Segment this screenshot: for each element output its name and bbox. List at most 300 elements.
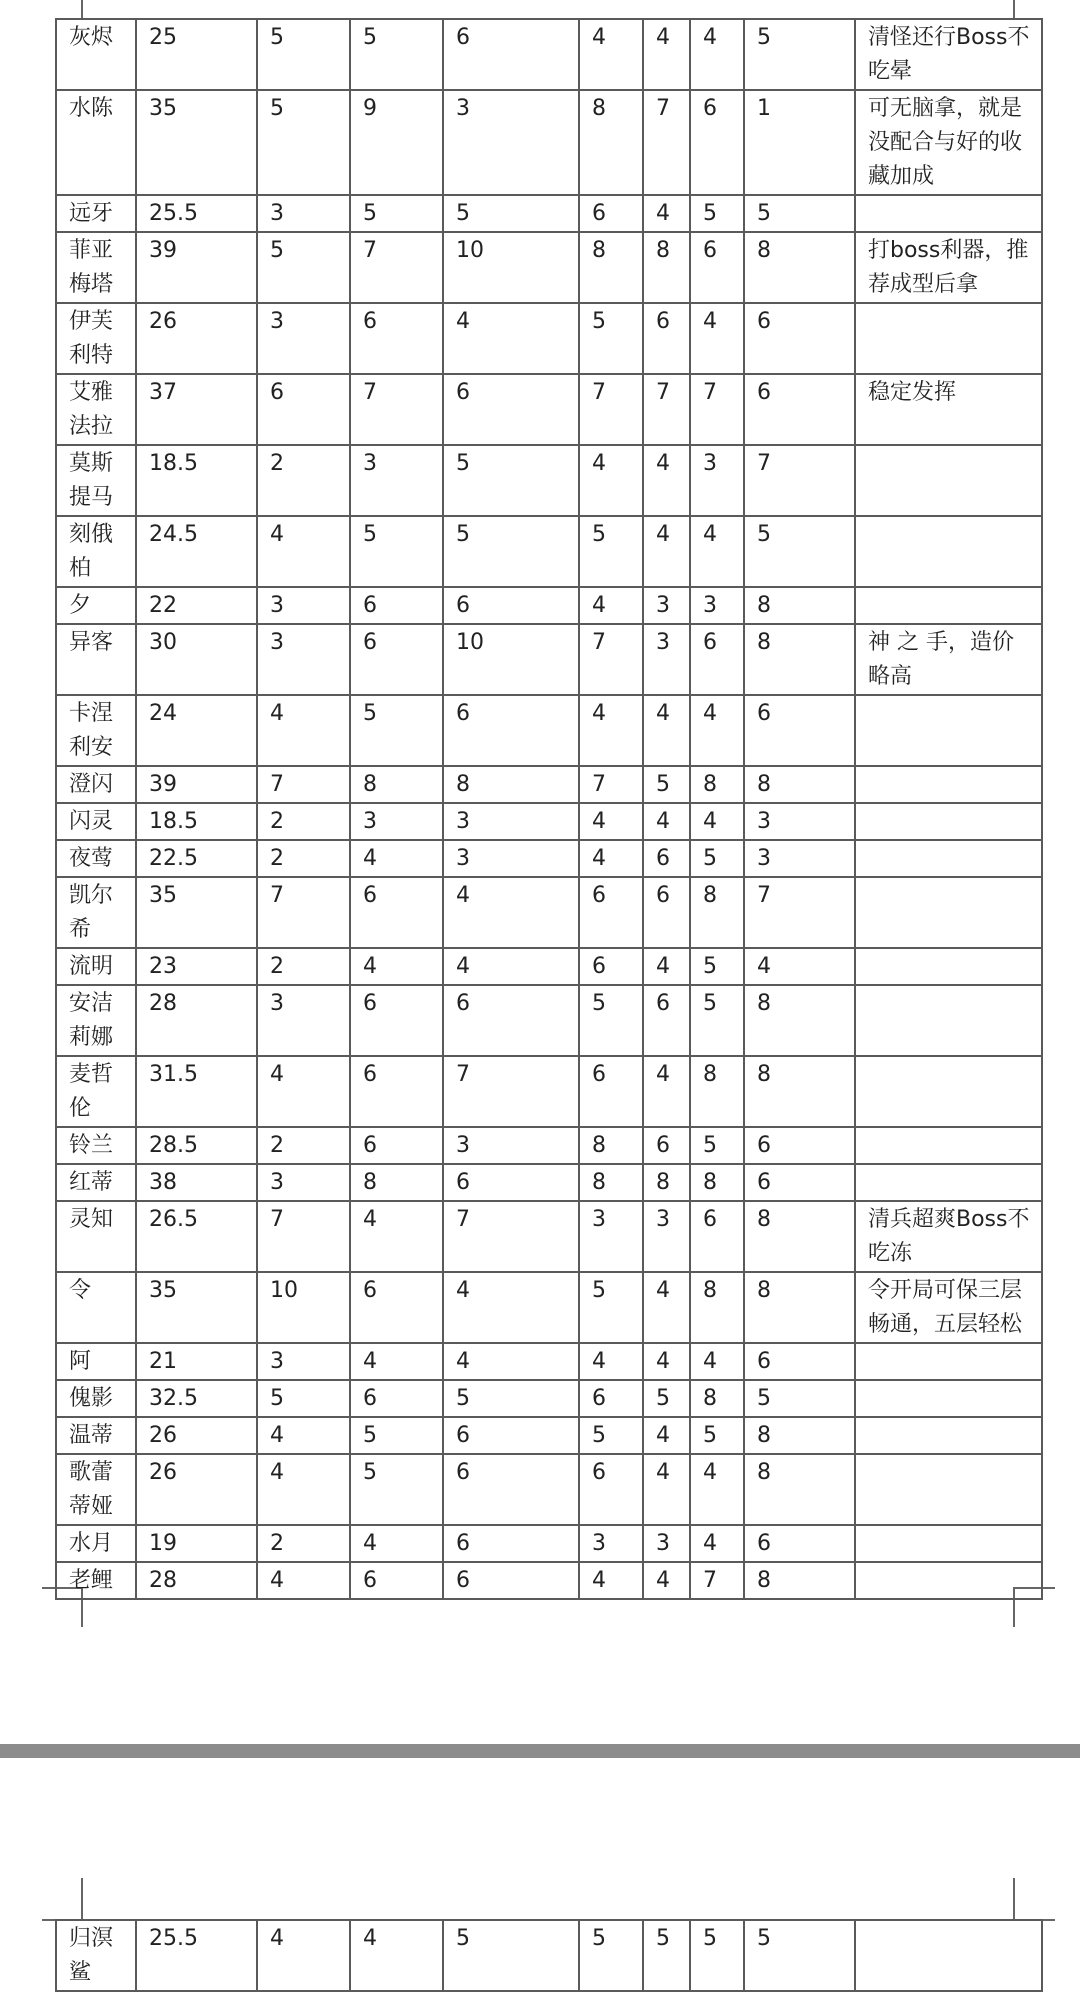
stat-6-cell: 8 xyxy=(690,766,744,803)
operator-name-cell: 流明 xyxy=(56,948,136,985)
stat-4-cell: 6 xyxy=(579,1380,643,1417)
table-row xyxy=(56,1525,1042,1562)
stat-4-cell: 5 xyxy=(579,985,643,1056)
operator-name-cell: 灰烬 xyxy=(56,19,136,90)
stat-1-cell: 3 xyxy=(257,1343,350,1380)
stat-2-cell: 8 xyxy=(350,1164,443,1201)
stat-3-cell: 3 xyxy=(443,90,579,195)
score-cell: 21 xyxy=(136,1343,257,1380)
stat-3-cell: 3 xyxy=(443,803,579,840)
stat-2-cell: 7 xyxy=(350,232,443,303)
stat-5-cell: 6 xyxy=(643,1127,690,1164)
stat-5-cell: 4 xyxy=(643,1454,690,1525)
stat-4-cell: 5 xyxy=(579,1272,643,1343)
note-cell: 打boss利器，推荐成型后拿 xyxy=(855,232,1042,303)
stat-2-cell: 6 xyxy=(350,1127,443,1164)
table-row xyxy=(56,19,1042,90)
stat-7-cell: 8 xyxy=(744,766,855,803)
score-cell: 25 xyxy=(136,19,257,90)
stat-7-cell: 8 xyxy=(744,1056,855,1127)
stat-1-cell: 5 xyxy=(257,19,350,90)
stat-7-cell: 6 xyxy=(744,1343,855,1380)
table-row xyxy=(56,90,1042,195)
stat-6-cell: 8 xyxy=(690,1380,744,1417)
stat-4-cell: 8 xyxy=(579,1127,643,1164)
stat-3-cell: 6 xyxy=(443,1525,579,1562)
stat-7-cell: 8 xyxy=(744,587,855,624)
stat-7-cell: 5 xyxy=(744,1380,855,1417)
stat-2-cell: 3 xyxy=(350,803,443,840)
score-cell: 24.5 xyxy=(136,516,257,587)
crop-mark-top-right-vertical xyxy=(1013,0,1015,20)
table-body xyxy=(56,19,1042,1599)
operator-name-cell: 异客 xyxy=(56,624,136,695)
stat-1-cell: 2 xyxy=(257,1525,350,1562)
stat-5-cell: 4 xyxy=(643,19,690,90)
note-cell xyxy=(855,1920,1042,1991)
stat-6-cell: 4 xyxy=(690,303,744,374)
stat-7-cell: 4 xyxy=(744,948,855,985)
table-row xyxy=(56,695,1042,766)
table-row xyxy=(56,445,1042,516)
score-cell: 38 xyxy=(136,1164,257,1201)
stat-4-cell: 6 xyxy=(579,877,643,948)
operator-name-cell: 凯尔希 xyxy=(56,877,136,948)
table-row xyxy=(56,374,1042,445)
note-cell xyxy=(855,303,1042,374)
operator-name-cell: 夜莺 xyxy=(56,840,136,877)
stat-1-cell: 7 xyxy=(257,766,350,803)
stat-2-cell: 6 xyxy=(350,1380,443,1417)
operator-name-cell: 老鲤 xyxy=(56,1562,136,1599)
stat-7-cell: 8 xyxy=(744,1417,855,1454)
table-row xyxy=(56,985,1042,1056)
stat-5-cell: 3 xyxy=(643,1525,690,1562)
stat-2-cell: 5 xyxy=(350,19,443,90)
score-cell: 22 xyxy=(136,587,257,624)
stat-3-cell: 4 xyxy=(443,948,579,985)
stat-7-cell: 7 xyxy=(744,445,855,516)
score-cell: 35 xyxy=(136,877,257,948)
stat-3-cell: 7 xyxy=(443,1201,579,1272)
stat-3-cell: 6 xyxy=(443,587,579,624)
score-cell: 18.5 xyxy=(136,803,257,840)
score-cell: 26 xyxy=(136,1454,257,1525)
score-cell: 35 xyxy=(136,90,257,195)
stat-3-cell: 6 xyxy=(443,1454,579,1525)
stat-2-cell: 6 xyxy=(350,1562,443,1599)
score-cell: 26 xyxy=(136,303,257,374)
stat-3-cell: 10 xyxy=(443,624,579,695)
table-row xyxy=(56,1201,1042,1272)
stat-1-cell: 2 xyxy=(257,445,350,516)
stat-1-cell: 2 xyxy=(257,803,350,840)
score-cell: 28 xyxy=(136,1562,257,1599)
stat-6-cell: 5 xyxy=(690,948,744,985)
stat-5-cell: 4 xyxy=(643,1343,690,1380)
stat-4-cell: 4 xyxy=(579,19,643,90)
stat-6-cell: 8 xyxy=(690,1056,744,1127)
operator-name-cell: 温蒂 xyxy=(56,1417,136,1454)
note-cell xyxy=(855,985,1042,1056)
table-row xyxy=(56,877,1042,948)
stat-3-cell: 6 xyxy=(443,1562,579,1599)
stat-1-cell: 2 xyxy=(257,948,350,985)
operator-name-cell: 歌蕾蒂娅 xyxy=(56,1454,136,1525)
operator-name-cell: 卡涅利安 xyxy=(56,695,136,766)
stat-6-cell: 5 xyxy=(690,1920,744,1991)
note-cell xyxy=(855,948,1042,985)
stat-7-cell: 3 xyxy=(744,840,855,877)
operator-name-cell: 水月 xyxy=(56,1525,136,1562)
table-row xyxy=(56,1417,1042,1454)
note-cell: 令开局可保三层畅通，五层轻松 xyxy=(855,1272,1042,1343)
table-row xyxy=(56,624,1042,695)
table-row xyxy=(56,1380,1042,1417)
stat-5-cell: 5 xyxy=(643,1380,690,1417)
stat-3-cell: 5 xyxy=(443,516,579,587)
stat-5-cell: 4 xyxy=(643,1417,690,1454)
stat-2-cell: 6 xyxy=(350,1056,443,1127)
stat-2-cell: 4 xyxy=(350,1201,443,1272)
stat-7-cell: 5 xyxy=(744,19,855,90)
table-body xyxy=(56,1920,1042,1991)
stat-7-cell: 8 xyxy=(744,1562,855,1599)
stat-1-cell: 5 xyxy=(257,232,350,303)
stat-1-cell: 4 xyxy=(257,695,350,766)
stat-6-cell: 4 xyxy=(690,1454,744,1525)
stat-5-cell: 4 xyxy=(643,1562,690,1599)
stat-7-cell: 8 xyxy=(744,1201,855,1272)
score-cell: 28 xyxy=(136,985,257,1056)
stat-1-cell: 4 xyxy=(257,1920,350,1991)
stat-5-cell: 3 xyxy=(643,587,690,624)
score-cell: 28.5 xyxy=(136,1127,257,1164)
score-cell: 26.5 xyxy=(136,1201,257,1272)
note-cell xyxy=(855,1164,1042,1201)
stat-4-cell: 6 xyxy=(579,1056,643,1127)
stat-2-cell: 5 xyxy=(350,1417,443,1454)
stat-7-cell: 8 xyxy=(744,624,855,695)
operator-name-cell: 傀影 xyxy=(56,1380,136,1417)
score-cell: 25.5 xyxy=(136,195,257,232)
stat-6-cell: 7 xyxy=(690,374,744,445)
operator-name-cell: 莫斯提马 xyxy=(56,445,136,516)
stat-2-cell: 6 xyxy=(350,985,443,1056)
note-cell xyxy=(855,1454,1042,1525)
stat-4-cell: 6 xyxy=(579,948,643,985)
stat-6-cell: 6 xyxy=(690,90,744,195)
stat-7-cell: 1 xyxy=(744,90,855,195)
operator-name-cell: 令 xyxy=(56,1272,136,1343)
stat-3-cell: 6 xyxy=(443,19,579,90)
stat-4-cell: 5 xyxy=(579,1417,643,1454)
stat-6-cell: 4 xyxy=(690,19,744,90)
table-row xyxy=(56,803,1042,840)
stat-2-cell: 6 xyxy=(350,624,443,695)
stat-4-cell: 7 xyxy=(579,374,643,445)
operator-name-cell: 红蒂 xyxy=(56,1164,136,1201)
stat-3-cell: 4 xyxy=(443,303,579,374)
stat-1-cell: 3 xyxy=(257,624,350,695)
stat-4-cell: 4 xyxy=(579,803,643,840)
stat-5-cell: 6 xyxy=(643,303,690,374)
score-cell: 31.5 xyxy=(136,1056,257,1127)
stat-6-cell: 8 xyxy=(690,877,744,948)
stat-1-cell: 3 xyxy=(257,303,350,374)
table-row xyxy=(56,1056,1042,1127)
stat-4-cell: 4 xyxy=(579,840,643,877)
table-row xyxy=(56,1343,1042,1380)
stat-5-cell: 3 xyxy=(643,624,690,695)
stat-4-cell: 4 xyxy=(579,1562,643,1599)
stat-6-cell: 4 xyxy=(690,803,744,840)
stat-3-cell: 6 xyxy=(443,985,579,1056)
stat-7-cell: 6 xyxy=(744,303,855,374)
operator-name-cell: 艾雅法拉 xyxy=(56,374,136,445)
stat-1-cell: 7 xyxy=(257,1201,350,1272)
stat-4-cell: 5 xyxy=(579,1920,643,1991)
stat-6-cell: 6 xyxy=(690,624,744,695)
stat-7-cell: 8 xyxy=(744,985,855,1056)
table-row xyxy=(56,232,1042,303)
note-cell xyxy=(855,1525,1042,1562)
note-cell xyxy=(855,587,1042,624)
stat-4-cell: 4 xyxy=(579,1343,643,1380)
stat-6-cell: 5 xyxy=(690,985,744,1056)
stat-1-cell: 4 xyxy=(257,1056,350,1127)
table-row xyxy=(56,1562,1042,1599)
note-cell xyxy=(855,1417,1042,1454)
stat-1-cell: 3 xyxy=(257,587,350,624)
stat-5-cell: 5 xyxy=(643,766,690,803)
table-row xyxy=(56,1272,1042,1343)
stat-4-cell: 6 xyxy=(579,195,643,232)
note-cell: 稳定发挥 xyxy=(855,374,1042,445)
stat-2-cell: 9 xyxy=(350,90,443,195)
stat-6-cell: 6 xyxy=(690,232,744,303)
stat-2-cell: 6 xyxy=(350,877,443,948)
table-row xyxy=(56,1127,1042,1164)
table-row xyxy=(56,1920,1042,1991)
stat-4-cell: 3 xyxy=(579,1525,643,1562)
table-row xyxy=(56,840,1042,877)
stat-5-cell: 5 xyxy=(643,1920,690,1991)
score-cell: 18.5 xyxy=(136,445,257,516)
stat-2-cell: 5 xyxy=(350,1454,443,1525)
note-cell xyxy=(855,1343,1042,1380)
table-row xyxy=(56,516,1042,587)
stat-3-cell: 5 xyxy=(443,445,579,516)
stat-7-cell: 3 xyxy=(744,803,855,840)
stat-4-cell: 8 xyxy=(579,90,643,195)
rating-table-page-2 xyxy=(55,1919,1043,1992)
stat-6-cell: 5 xyxy=(690,1417,744,1454)
crop-mark-top-left-vertical xyxy=(81,0,83,20)
stat-6-cell: 3 xyxy=(690,587,744,624)
stat-1-cell: 7 xyxy=(257,877,350,948)
stat-5-cell: 8 xyxy=(643,232,690,303)
page-separator xyxy=(0,1744,1080,1758)
stat-3-cell: 5 xyxy=(443,1920,579,1991)
stat-6-cell: 8 xyxy=(690,1272,744,1343)
table-row xyxy=(56,1164,1042,1201)
stat-6-cell: 5 xyxy=(690,1127,744,1164)
stat-1-cell: 3 xyxy=(257,1164,350,1201)
stat-1-cell: 4 xyxy=(257,1417,350,1454)
note-cell xyxy=(855,195,1042,232)
stat-3-cell: 8 xyxy=(443,766,579,803)
stat-5-cell: 4 xyxy=(643,195,690,232)
stat-4-cell: 6 xyxy=(579,1454,643,1525)
stat-4-cell: 5 xyxy=(579,303,643,374)
operator-name-cell: 安洁莉娜 xyxy=(56,985,136,1056)
operator-name-cell: 阿 xyxy=(56,1343,136,1380)
stat-1-cell: 2 xyxy=(257,840,350,877)
stat-3-cell: 10 xyxy=(443,232,579,303)
stat-2-cell: 5 xyxy=(350,195,443,232)
stat-6-cell: 4 xyxy=(690,516,744,587)
stat-2-cell: 4 xyxy=(350,840,443,877)
stat-5-cell: 7 xyxy=(643,374,690,445)
stat-1-cell: 10 xyxy=(257,1272,350,1343)
stat-5-cell: 6 xyxy=(643,840,690,877)
score-cell: 37 xyxy=(136,374,257,445)
stat-1-cell: 6 xyxy=(257,374,350,445)
stat-4-cell: 4 xyxy=(579,695,643,766)
stat-7-cell: 5 xyxy=(744,516,855,587)
score-cell: 25.5 xyxy=(136,1920,257,1991)
stat-7-cell: 6 xyxy=(744,1127,855,1164)
score-cell: 19 xyxy=(136,1525,257,1562)
stat-2-cell: 6 xyxy=(350,1272,443,1343)
stat-7-cell: 5 xyxy=(744,1920,855,1991)
stat-7-cell: 6 xyxy=(744,1164,855,1201)
operator-name-cell: 麦哲伦 xyxy=(56,1056,136,1127)
stat-6-cell: 3 xyxy=(690,445,744,516)
stat-7-cell: 6 xyxy=(744,1525,855,1562)
table-row xyxy=(56,303,1042,374)
stat-2-cell: 8 xyxy=(350,766,443,803)
stat-3-cell: 5 xyxy=(443,1380,579,1417)
note-cell: 神 之 手，造价略高 xyxy=(855,624,1042,695)
operator-name-cell: 铃兰 xyxy=(56,1127,136,1164)
stat-5-cell: 7 xyxy=(643,90,690,195)
stat-6-cell: 6 xyxy=(690,1201,744,1272)
stat-1-cell: 5 xyxy=(257,90,350,195)
stat-3-cell: 5 xyxy=(443,195,579,232)
note-cell: 可无脑拿，就是没配合与好的收藏加成 xyxy=(855,90,1042,195)
stat-7-cell: 8 xyxy=(744,1272,855,1343)
note-cell xyxy=(855,1127,1042,1164)
stat-3-cell: 3 xyxy=(443,1127,579,1164)
stat-5-cell: 6 xyxy=(643,985,690,1056)
crop-mark-page2-left-vertical xyxy=(81,1878,83,1920)
operator-name-cell: 刻俄柏 xyxy=(56,516,136,587)
stat-2-cell: 5 xyxy=(350,695,443,766)
note-cell xyxy=(855,1380,1042,1417)
score-cell: 24 xyxy=(136,695,257,766)
note-cell xyxy=(855,1562,1042,1599)
table-row xyxy=(56,195,1042,232)
table-row xyxy=(56,766,1042,803)
operator-name-cell: 水陈 xyxy=(56,90,136,195)
stat-7-cell: 5 xyxy=(744,195,855,232)
note-cell xyxy=(855,445,1042,516)
stat-3-cell: 4 xyxy=(443,877,579,948)
score-cell: 32.5 xyxy=(136,1380,257,1417)
stat-5-cell: 4 xyxy=(643,803,690,840)
stat-1-cell: 3 xyxy=(257,985,350,1056)
stat-3-cell: 6 xyxy=(443,695,579,766)
score-cell: 39 xyxy=(136,766,257,803)
note-cell xyxy=(855,695,1042,766)
stat-3-cell: 3 xyxy=(443,840,579,877)
note-cell xyxy=(855,516,1042,587)
stat-5-cell: 4 xyxy=(643,948,690,985)
stat-2-cell: 6 xyxy=(350,303,443,374)
stat-6-cell: 5 xyxy=(690,840,744,877)
stat-6-cell: 4 xyxy=(690,1343,744,1380)
stat-2-cell: 4 xyxy=(350,1920,443,1991)
table-row xyxy=(56,1454,1042,1525)
stat-3-cell: 6 xyxy=(443,1164,579,1201)
stat-5-cell: 4 xyxy=(643,695,690,766)
stat-6-cell: 4 xyxy=(690,695,744,766)
stat-4-cell: 7 xyxy=(579,766,643,803)
stat-6-cell: 5 xyxy=(690,195,744,232)
stat-5-cell: 6 xyxy=(643,877,690,948)
operator-name-cell: 远牙 xyxy=(56,195,136,232)
score-cell: 39 xyxy=(136,232,257,303)
stat-7-cell: 8 xyxy=(744,1454,855,1525)
note-cell xyxy=(855,840,1042,877)
operator-name-cell: 闪灵 xyxy=(56,803,136,840)
operator-name-cell: 灵知 xyxy=(56,1201,136,1272)
stat-7-cell: 8 xyxy=(744,232,855,303)
stat-5-cell: 8 xyxy=(643,1164,690,1201)
stat-7-cell: 6 xyxy=(744,374,855,445)
stat-1-cell: 4 xyxy=(257,1562,350,1599)
stat-5-cell: 4 xyxy=(643,1272,690,1343)
stat-3-cell: 6 xyxy=(443,1417,579,1454)
rating-table-page-1 xyxy=(55,18,1043,1600)
stat-2-cell: 4 xyxy=(350,1525,443,1562)
score-cell: 30 xyxy=(136,624,257,695)
stat-4-cell: 4 xyxy=(579,445,643,516)
score-cell: 35 xyxy=(136,1272,257,1343)
table-row xyxy=(56,587,1042,624)
stat-3-cell: 7 xyxy=(443,1056,579,1127)
crop-mark-page2-right-vertical xyxy=(1013,1878,1015,1920)
stat-3-cell: 4 xyxy=(443,1343,579,1380)
note-cell xyxy=(855,1056,1042,1127)
operator-name-cell: 伊芙利特 xyxy=(56,303,136,374)
stat-7-cell: 6 xyxy=(744,695,855,766)
score-cell: 22.5 xyxy=(136,840,257,877)
stat-1-cell: 2 xyxy=(257,1127,350,1164)
operator-name-cell: 澄闪 xyxy=(56,766,136,803)
stat-1-cell: 5 xyxy=(257,1380,350,1417)
note-cell xyxy=(855,803,1042,840)
stat-7-cell: 7 xyxy=(744,877,855,948)
score-cell: 23 xyxy=(136,948,257,985)
stat-5-cell: 4 xyxy=(643,516,690,587)
stat-5-cell: 4 xyxy=(643,1056,690,1127)
stat-2-cell: 3 xyxy=(350,445,443,516)
operator-name-cell: 归溟鲨 xyxy=(56,1920,136,1991)
stat-4-cell: 4 xyxy=(579,587,643,624)
